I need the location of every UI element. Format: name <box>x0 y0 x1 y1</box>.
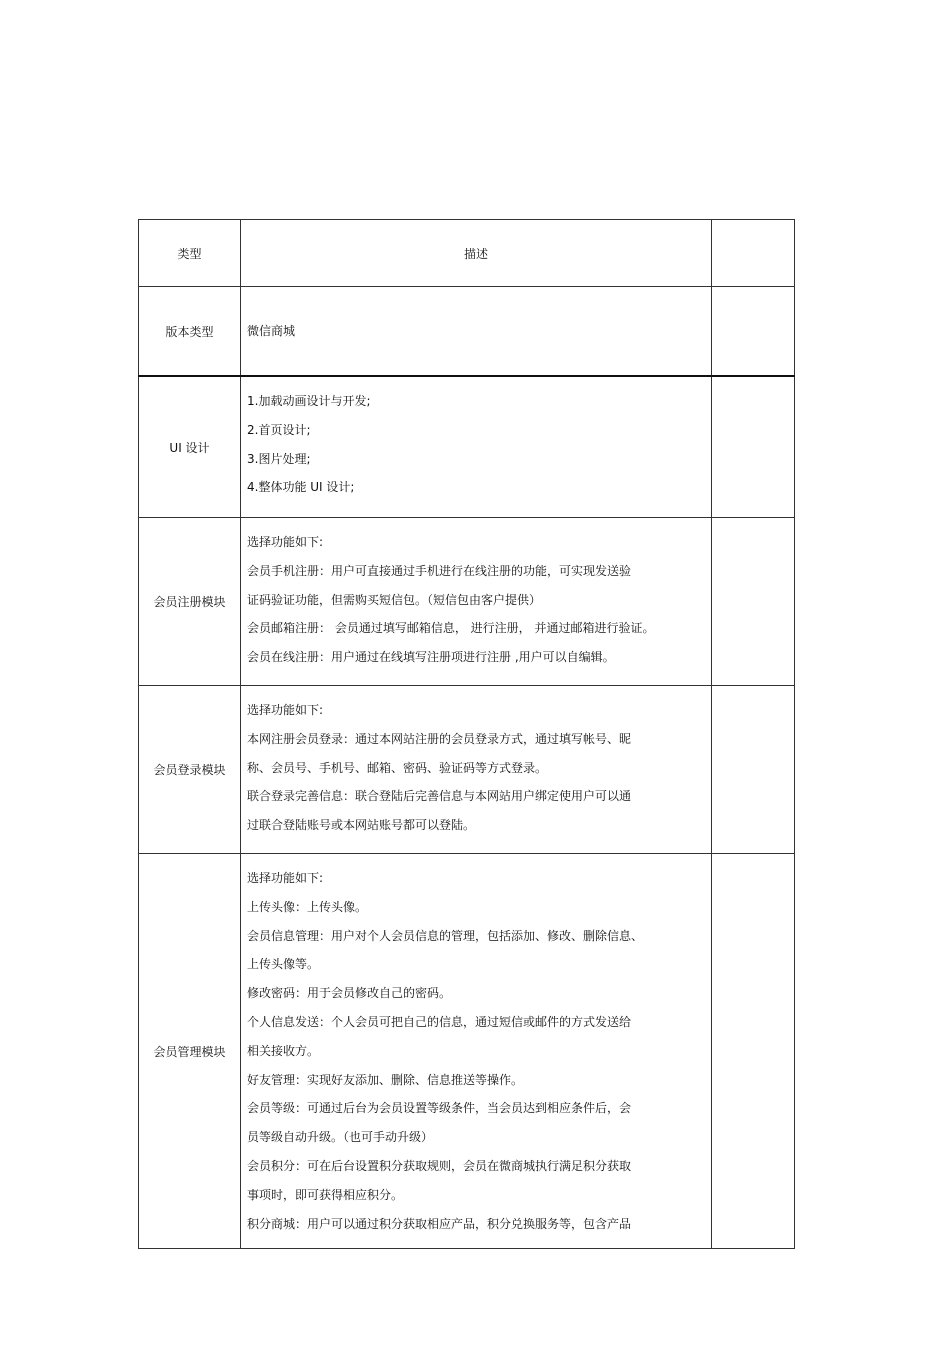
row-type-cell: UI 设计 <box>139 376 241 518</box>
desc-line: 员等级自动升级。（也可手动升级） <box>247 1130 434 1145</box>
row-desc-cell <box>241 287 712 377</box>
desc-line: 4.整体功能 UI 设计; <box>247 480 355 495</box>
table-row <box>139 287 795 377</box>
spec-table <box>138 219 795 1249</box>
table-row <box>139 518 795 686</box>
row-extra-cell <box>712 854 795 1249</box>
desc-line: 相关接收方。 <box>247 1043 320 1058</box>
row-desc-cell <box>241 686 712 854</box>
desc-line: 1.加载动画设计与开发; <box>247 394 371 408</box>
header-extra <box>712 220 795 287</box>
header-desc: 描述 <box>241 220 712 287</box>
row-desc-cell <box>241 518 712 686</box>
row-extra-cell <box>712 287 795 377</box>
table-row <box>139 854 795 1249</box>
desc-line: 会员积分：可在后台设置积分获取规则，会员在微商城执行满足积分获取 <box>247 1158 632 1173</box>
row-extra-cell <box>712 518 795 686</box>
desc-line: 2.首页设计; <box>247 422 311 437</box>
row-desc-cell <box>241 854 712 1249</box>
table-row <box>139 686 795 854</box>
row-type-cell: 会员管理模块 <box>139 854 241 1249</box>
desc-line: 称、会员号、手机号、邮箱、密码、验证码等方式登录。 <box>247 760 548 775</box>
desc-line: 修改密码：用于会员修改自己的密码。 <box>247 986 452 1001</box>
header-row <box>139 220 795 287</box>
desc-line: 选择功能如下: <box>247 871 324 885</box>
desc-line: 事项时，即可获得相应积分。 <box>247 1187 404 1202</box>
table-row <box>139 376 795 518</box>
desc-line: 好友管理：实现好友添加、删除、信息推送等操作。 <box>247 1072 524 1087</box>
desc-line: 选择功能如下: <box>247 703 324 717</box>
desc-line: 联合登录完善信息：联合登陆后完善信息与本网站用户绑定使用户可以通 <box>247 789 632 804</box>
desc-line: 过联合登陆账号或本网站账号都可以登陆。 <box>247 818 476 833</box>
desc-line: 会员在线注册：用户通过在线填写注册项进行注册 ,用户可以自编辑。 <box>247 650 615 665</box>
header-type: 类型 <box>139 220 241 287</box>
desc-line: 本网注册会员登录：通过本网站注册的会员登录方式，通过填写帐号、昵 <box>247 731 632 746</box>
desc-line: 证码验证功能，但需购买短信包。（短信包由客户提供） <box>247 592 542 607</box>
desc-line: 3.图片处理; <box>247 451 311 466</box>
desc-line: 微信商城 <box>247 323 296 338</box>
row-extra-cell <box>712 686 795 854</box>
row-type-cell: 会员登录模块 <box>139 686 241 854</box>
desc-line: 积分商城：用户可以通过积分获取相应产品，积分兑换服务等，包含产品 <box>247 1216 632 1231</box>
row-type-cell: 会员注册模块 <box>139 518 241 686</box>
row-desc-cell <box>241 376 712 518</box>
desc-line: 上传头像等。 <box>247 957 320 972</box>
desc-line: 个人信息发送：个人会员可把自己的信息，通过短信或邮件的方式发送给 <box>247 1014 632 1029</box>
desc-line: 会员信息管理：用户对个人会员信息的管理，包括添加、修改、删除信息、 <box>247 928 644 943</box>
row-type-cell: 版本类型 <box>139 287 241 377</box>
row-extra-cell <box>712 376 795 518</box>
desc-line: 会员邮箱注册： 会员通过填写邮箱信息， 进行注册， 并通过邮箱进行验证。 <box>247 621 655 636</box>
desc-line: 会员手机注册：用户可直接通过手机进行在线注册的功能，可实现发送验 <box>247 563 632 578</box>
desc-line: 选择功能如下: <box>247 535 324 549</box>
desc-line: 会员等级：可通过后台为会员设置等级条件，当会员达到相应条件后，会 <box>247 1101 632 1116</box>
desc-line: 上传头像：上传头像。 <box>247 899 368 914</box>
